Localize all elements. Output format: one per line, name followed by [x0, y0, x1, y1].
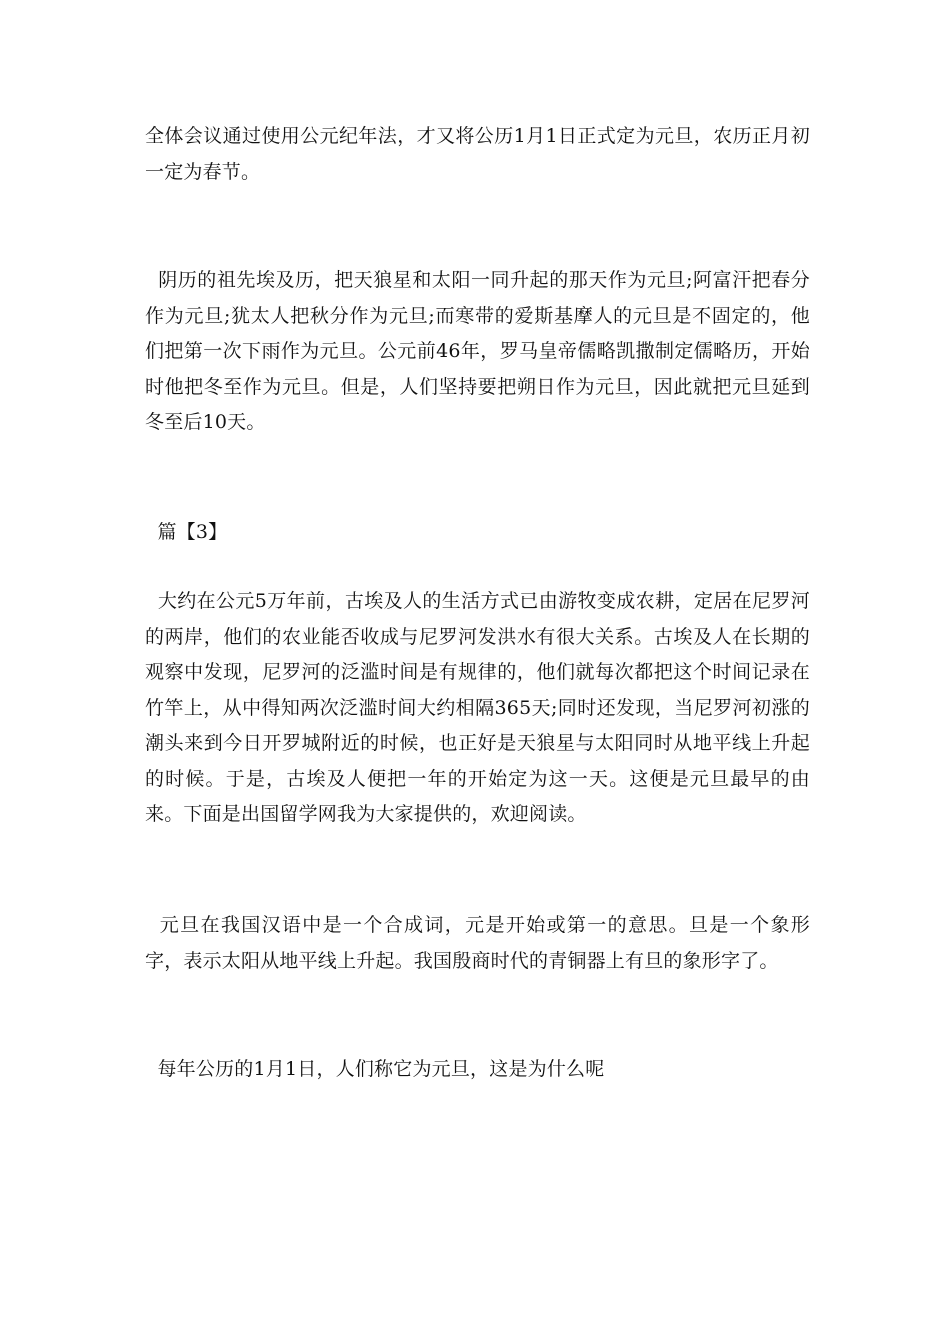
paragraph-egypt-origin: 大约在公元5万年前，古埃及人的生活方式已由游牧变成农耕，定居在尼罗河的两岸，他们的农业能否收成与尼罗河发洪水有很大关系。古埃及人在长期的观察中发现，尼罗河的泛滥时间是有规律的，他们就每次都把这个时间记录在竹竿上，从中得知两次泛滥时间大约相隔365天;同时还发现，当尼罗河初涨的潮头来到今日开罗城附近的时候，也正好是天狼星与太阳同时从地平线上升起的时候。于是，古埃及人便把一年的开始定为这一天。这便是元旦最早的由来。下面是出国留学网我为大家提供的，欢迎阅读。 — [145, 590, 810, 825]
paragraph-calendar-adoption: 全体会议通过使用公元纪年法，才又将公历1月1日正式定为元旦，农历正月初一定为春节。 — [145, 125, 810, 183]
paragraph-other-calendars: 阴历的祖先埃及历，把天狼星和太阳一同升起的那天作为元旦;阿富汗把春分作为元旦;犹太人把秋分作为元旦;而寒带的爱斯基摩人的元旦是不固定的，他们把第一次下雨作为元旦。公元前46年，罗马皇帝儒略凯撒制定儒略历，开始时他把冬至作为元旦。但是，人们坚持要把朔日作为元旦，因此就把元旦延到冬至后10天。 — [145, 269, 810, 433]
paragraph-question: 每年公历的1月1日，人们称它为元旦，这是为什么呢 — [145, 1058, 605, 1080]
section-heading: 篇【3】 — [145, 521, 228, 543]
paragraph-word-meaning: 元旦在我国汉语中是一个合成词，元是开始或第一的意思。旦是一个象形字，表示太阳从地平线上升起。我国殷商时代的青铜器上有旦的象形字了。 — [145, 914, 810, 972]
